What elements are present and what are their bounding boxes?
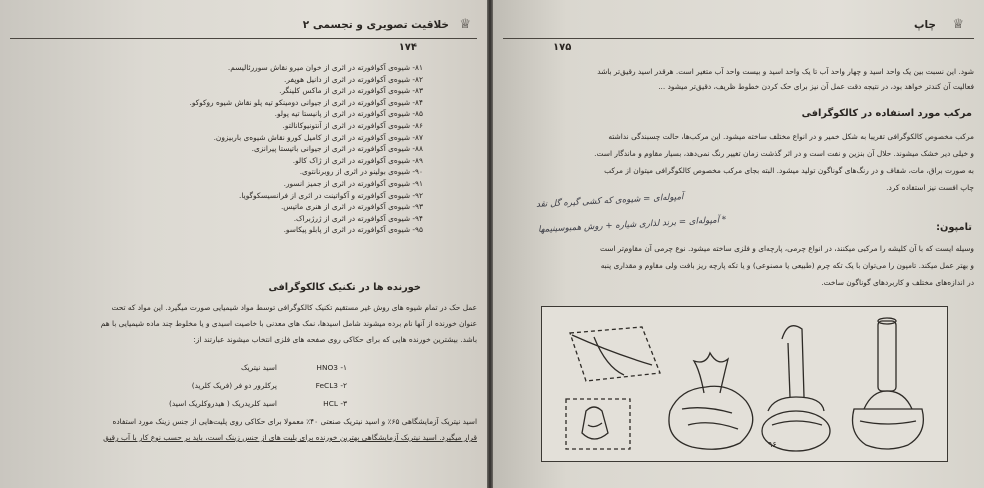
wooden-tampon-drawing	[853, 318, 924, 449]
chemical-row	[117, 362, 347, 380]
list-item: ۸۸- شیوه‌ی آکوافورته در اثری از جیوانی باتیستا پیرانزی.	[251, 144, 423, 154]
book-logo-icon: ♕	[952, 17, 964, 32]
list-item: ۹۰- شیوه‌ی بولینو در اثری از روبرنانتوی.	[299, 167, 423, 177]
list-item: ۹۳- شیوه‌ی آکوافورته در اثری از هنری ماتیس.	[280, 202, 423, 212]
list-item: ۹۵- شیوه‌ی آکوافورته در اثری از پابلو پیکاسو.	[283, 225, 423, 235]
right-page-number: ۱۷۵	[553, 42, 572, 53]
paragraph-line: عمل حک در تمام شیوه های روش غیر مستقیم تکنیک کالکوگرافی توسط مواد شیمیایی صورت میگیرد. این مواد که تحت	[111, 303, 477, 312]
paragraph-line: باشد. بیشترین خورنده هایی که برای حکاکی روی صفحه های فلزی انتخاب میشوند عبارتند از:	[193, 335, 477, 344]
paragraph-line: مرکب مخصوص کالکوگرافی تقریبا به شکل خمیر و در انواع مختلف ساخته میشود. این مرکب‌ها، حالت چسبندگی نداشته	[608, 132, 974, 141]
tampon-illustration	[541, 306, 948, 462]
list-item: ۸۹- شیوه‌ی آکوافورته در اثری از ژاک کالو.	[292, 155, 423, 165]
cloth-wrap-drawing	[566, 399, 630, 449]
handle-tampon-drawing	[762, 326, 830, 451]
paragraph-line: به صورت براق، مات، شفاف و در رنگ‌های گوناگون تولید میشود. البته بجای مرکب مخصوص کالکوگرافی میتوان از مرکب	[604, 166, 974, 175]
paragraph-line: فعالیت آن کندتر خواهد بود، در نتیجه دقت عمل آن نیز برای حک کردن خطوط ظریف، دقیق‌تر میشود ...	[658, 82, 974, 91]
gathered-tampon-drawing	[669, 353, 753, 449]
chemical-name: اسید کلریدریک ( هیدروکلریک اسید)	[169, 399, 277, 408]
list-item: ۸۵- شیوه‌ی آکوافورته در اثری از پانیستا تیه پولو.	[274, 109, 423, 119]
list-item: ۸۷- شیوه‌ی آکوافورته در اثری از کامیل کورو نقاش شیوه‌ی باربیزون.	[213, 132, 423, 142]
chemical-name: اسید نیتریک	[241, 363, 277, 372]
paragraph-line: چاپ افست نیز استفاده کرد.	[886, 183, 974, 192]
chemicals-list	[117, 362, 347, 416]
list-item: ۹۴- شیوه‌ی آکوافورته در اثری از ژرژبراک.	[293, 213, 423, 223]
left-page-header	[10, 14, 477, 39]
section-heading-ink: مرکب مورد استفاده در کالکوگرافی	[801, 108, 972, 119]
handwritten-note: * آمپوله‌ای = برند لذاری شیاره + روش همبوسینیمها	[537, 215, 727, 235]
left-page-number: ۱۷۴	[398, 42, 417, 53]
artwork-list	[43, 62, 423, 236]
figure-page-number: ۹۶	[768, 440, 777, 449]
book-logo-icon: ♕	[459, 17, 471, 32]
right-header-title: چاپ	[913, 19, 936, 31]
ink-paragraph	[504, 128, 974, 196]
leather-square-drawing	[570, 327, 660, 381]
list-item: ۹۲- شیوه‌ی آکوافورته و آکواتینت در اثری از فرانسیسکوگویا.	[239, 190, 423, 200]
paragraph-line: عنوان خورنده از آنها نام برده میشوند شامل اسیدها، نمک های معدنی با خاصیت اسیدی و یا مخلوط چند ماده شیمیایی با هم	[100, 319, 477, 328]
chemical-formula: FeCL3 -۲	[315, 381, 347, 390]
paragraph-line: در اندازه‌های مختلف و کاربردهای گوناگون ساخت.	[821, 278, 974, 287]
paragraph-line: و بهتر عمل میکند. تامپون را می‌توان با یک تکه چرم (طبیعی یا مصنوعی) و یا تکه پارچه ریز بافت ولی مقاوم و مقداری پنبه	[600, 261, 974, 270]
chemical-formula: HCL -۳	[323, 399, 347, 408]
list-item: ۸۱- شیوه‌ی آکوافورته در اثری از خوان میرو نقاش سوررئالیسم.	[227, 63, 423, 72]
paragraph-line: شود. این نسبت بین یک واحد اسید و چهار واحد آب تا یک واحد اسید و بیست واحد آب متغیر است. هرقدر اسید رقیق‌تر باشد	[597, 67, 974, 76]
right-page-header	[503, 14, 974, 39]
dilution-paragraph	[504, 64, 974, 94]
left-page	[0, 0, 487, 488]
list-item: ۹۱- شیوه‌ی آکوافورته در اثری از جمیز انسور.	[283, 178, 423, 188]
tampon-paragraph	[504, 240, 974, 291]
right-page	[493, 0, 984, 488]
list-item: ۸۶- شیوه‌ی آکوافورته در اثری از آنتونیوکانالتو.	[282, 120, 423, 130]
paragraph-line: قرار میگیرد. اسید نیتریک آزمایشگاهی بهترین خورنده برای پلیت های از جنس زینک است، باید بر حسب نوع کار با آب رقیق	[103, 433, 477, 442]
paragraph-line: وسیله ایست که با آن کلیشه را مرکبی میکنند، در انواع چرمی، پارچه‌ای و فلزی ساخته میشود. نوع چرمی آن مقاوم‌تر است	[599, 244, 974, 253]
paragraph-line: اسید نیتریک آزمایشگاهی ۶۵٪ و اسید نیتریک صنعتی ۴۰٪ معمولا برای حکاکی روی پلیت‌هایی از جنس زینک مورد استفاده	[112, 417, 477, 426]
tampon-drawings	[542, 307, 947, 461]
chemical-row	[117, 380, 347, 398]
paragraph-line: و خیلی دیر خشک میشوند. حلال آن بنزین و نفت است و در اثر گذشت زمان تغییر رنگ نمی‌دهد، بسیار مقاوم و ماندگار است.	[594, 149, 974, 158]
etchants-bottom-paragraph	[3, 414, 477, 446]
list-item: ۸۴- شیوه‌ی آکوافورته در اثری از جیوانی دومینکو تیه پلو نقاش شیوه روکوکو.	[189, 97, 423, 107]
left-header-title: خلاقیت تصویری و تجسمی ۲	[302, 19, 449, 31]
chemical-name: پرکلرور دو فر (فریک کلرید)	[191, 381, 277, 390]
list-item: ۸۳- شیوه‌ی آکوافورته در اثری از ماکس کلینگر.	[279, 86, 423, 96]
section-heading-etchants: خورنده ها در تکنیک کالکوگرافی	[268, 282, 421, 293]
section-heading-tampon: تامپون:	[936, 222, 972, 233]
chemical-formula: HNO3 -۱	[316, 363, 347, 372]
handwritten-note: آمپوله‌ای = شیوه‌ی که کشی گیره گل نقد	[536, 192, 685, 210]
etchants-paragraph	[7, 300, 477, 348]
list-item: ۸۲- شیوه‌ی آکوافورته در اثری از دانیل هوپفر.	[284, 74, 423, 84]
